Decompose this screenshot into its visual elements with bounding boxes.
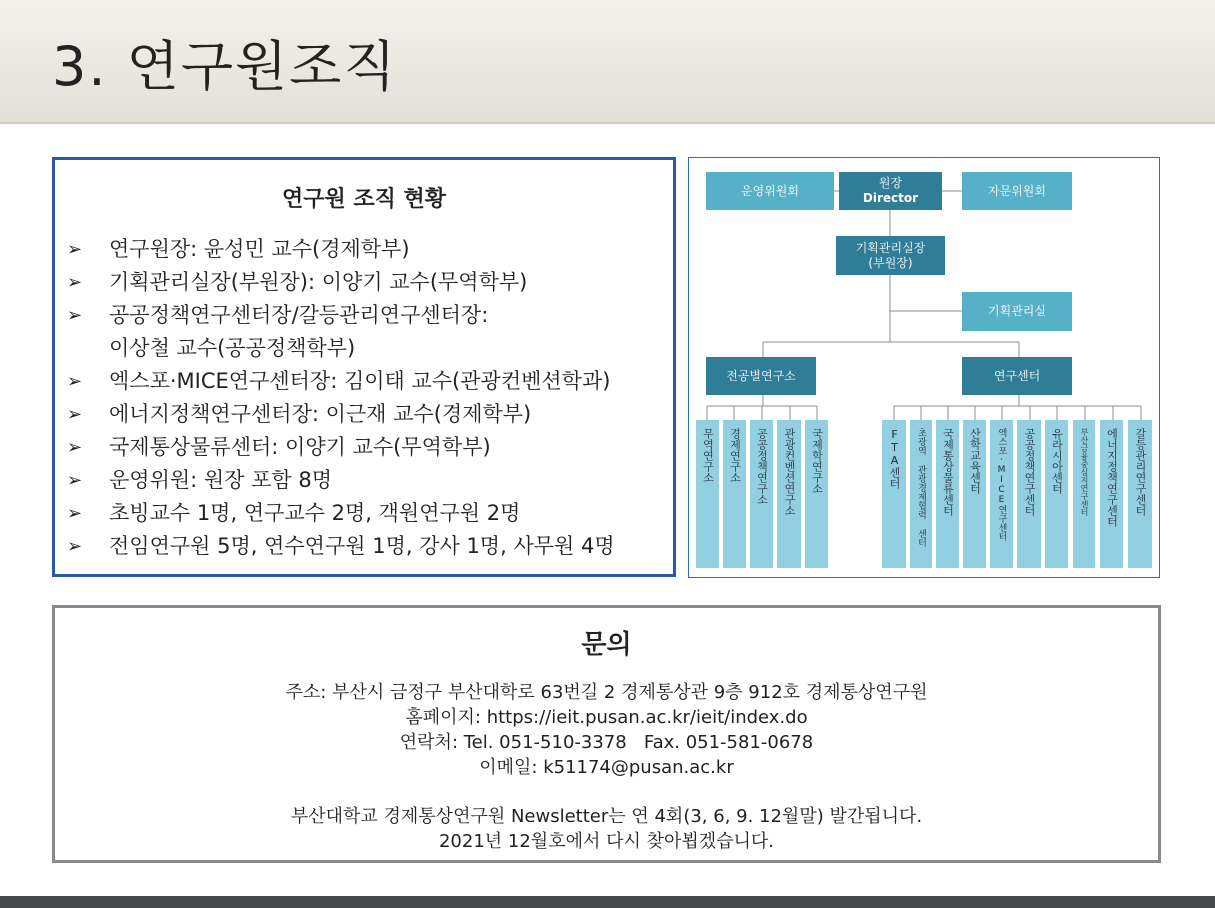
organization-title: 연구원 조직 현황 (281, 187, 447, 212)
contact-email: 이메일: k51174@pusan.ac.kr (479, 757, 734, 778)
research-centers-node: 연구센터 (962, 357, 1072, 395)
page-title: 3. 연구원조직 (52, 35, 398, 98)
center-busan-finance: 부산금융중심지연구센터 (1073, 420, 1095, 568)
director-node: 원장 Director (839, 172, 942, 210)
list-item: ➢ 에너지정책연구센터장: 이근재 교수(경제학부) (67, 398, 615, 431)
contact-details (55, 680, 1158, 780)
footer-bar (0, 896, 1215, 908)
arrow-bullet-icon: ➢ (67, 305, 83, 326)
list-item: ➢ 공공정책연구센터장/갈등관리연구센터장: (67, 299, 615, 332)
center-fta: FTA센터 (882, 420, 906, 568)
center-public-policy: 공공정책연구센터 (1017, 420, 1041, 568)
center-energy-policy: 에너지정책연구센터 (1100, 420, 1123, 568)
institute-trade: 무역연구소 (696, 420, 719, 568)
organization-summary-box (52, 157, 676, 577)
arrow-bullet-icon: ➢ (67, 536, 83, 557)
institute-public-policy: 공공정책연구소 (750, 420, 773, 568)
newsletter-note-line2: 2021년 12월호에서 다시 찾아뵙겠습니다. (438, 831, 775, 852)
list-item: ➢ 운영위원: 원장 포함 8명 (67, 464, 615, 497)
arrow-bullet-icon: ➢ (67, 437, 83, 458)
newsletter-note (55, 804, 1158, 854)
newsletter-note-line1: 부산대학교 경제통상연구원 Newsletter는 연 4회(3, 6, 9. 12월말) 발간됩니다. (290, 806, 923, 827)
contact-box (52, 605, 1161, 863)
organization-list (67, 233, 615, 563)
arrow-bullet-icon: ➢ (67, 470, 83, 491)
institute-tourism-convention: 관광컨벤션연구소 (777, 420, 801, 568)
list-item: ➢ 기획관리실장(부원장): 이양기 교수(무역학부) (67, 266, 615, 299)
contact-address: 주소: 부산시 금정구 부산대학로 63번길 2 경제통상관 9층 912호 경제통상연구원 (285, 682, 928, 703)
planning-office-node: 기획관리실 (962, 292, 1072, 331)
specialized-institutes-node: 전공별연구소 (706, 357, 816, 395)
center-trade-logistics: 국제통상물류센터 (936, 420, 959, 568)
title-banner (0, 0, 1215, 124)
center-eurasia: 유라시아센터 (1045, 420, 1068, 568)
planning-head-node: 기획관리실장 (부원장) (836, 236, 945, 275)
arrow-bullet-icon: ➢ (67, 272, 83, 293)
contact-homepage: 홈페이지: https://ieit.pusan.ac.kr/ieit/index.do (405, 707, 808, 728)
center-industry-education: 산학교육센터 (963, 420, 986, 568)
center-expo-mice: 엑스포·MICE연구센터 (990, 420, 1013, 568)
org-chart (688, 157, 1160, 578)
list-item: ➢ 국제통상물류센터: 이양기 교수(무역학부) (67, 431, 615, 464)
contact-phone: 연락처: Tel. 051-510-3378 Fax. 051-581-0678 (399, 732, 814, 753)
arrow-bullet-icon: ➢ (67, 371, 83, 392)
institute-economics: 경제연구소 (723, 420, 746, 568)
center-conflict-management: 갈등관리연구센터 (1128, 420, 1152, 568)
arrow-bullet-icon: ➢ (67, 404, 83, 425)
arrow-bullet-icon: ➢ (67, 239, 83, 260)
steering-committee-node: 운영위원회 (706, 172, 834, 210)
list-item: ➢ 전임연구원 5명, 연수연구원 1명, 강사 1명, 사무원 4명 (67, 530, 615, 563)
center-regional-tourism: 초광역 관광경제협력 센터 (910, 420, 932, 568)
list-item: ➢ 연구원장: 윤성민 교수(경제학부) (67, 233, 615, 266)
arrow-bullet-icon: ➢ (67, 503, 83, 524)
list-item: ➢ 초빙교수 1명, 연구교수 2명, 객원연구원 2명 (67, 497, 615, 530)
contact-title: 문의 (581, 630, 632, 660)
list-item-continuation: 이상철 교수(공공정책학부) (109, 336, 356, 360)
advisory-committee-node: 자문위원회 (962, 172, 1072, 210)
institute-international-studies: 국제학연구소 (805, 420, 828, 568)
list-item: ➢ 엑스포·MICE연구센터장: 김이태 교수(관광컨벤션학과) (67, 365, 615, 398)
